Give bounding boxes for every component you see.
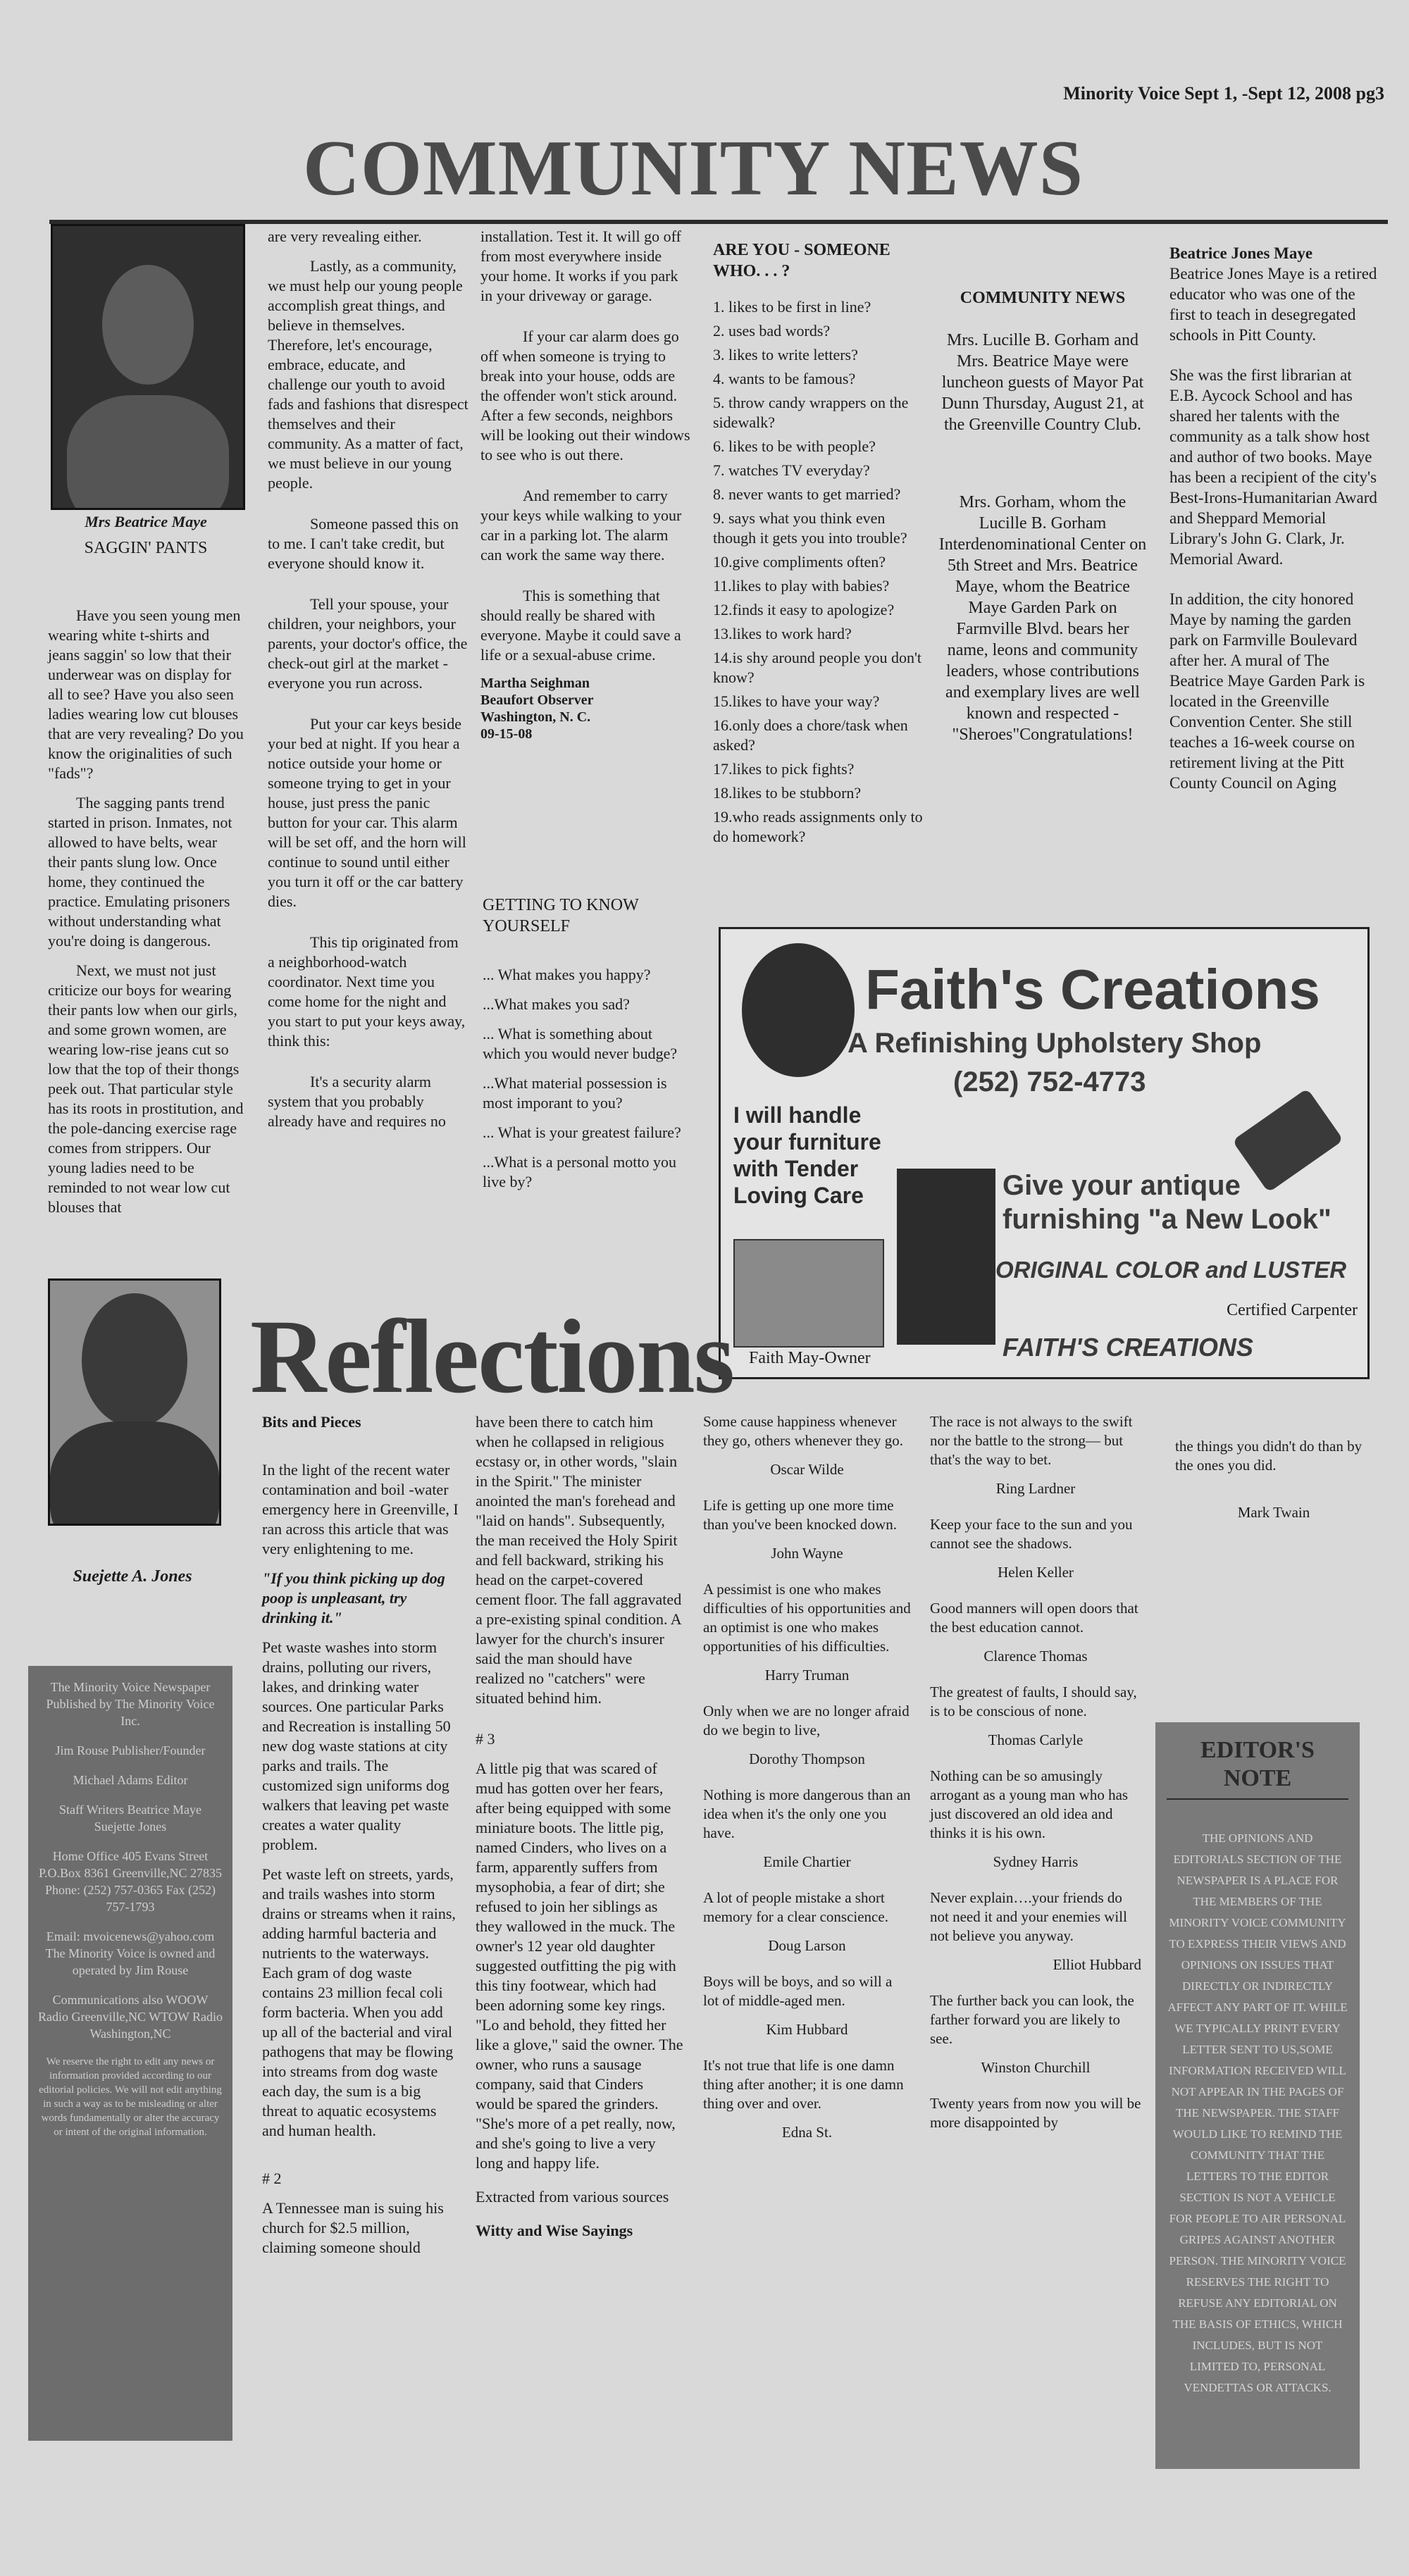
getting-to-know: [483, 895, 694, 1202]
quote-author: Thomas Carlyle: [988, 1731, 1084, 1748]
headline-bits-and-pieces: Bits and Pieces: [262, 1413, 361, 1431]
quote-author: Clarence Thomas: [983, 1648, 1088, 1665]
quote: Boys will be boys, and so will a lot of middle-aged men.: [703, 1973, 893, 2009]
editors-note-body: THE OPINIONS AND EDITORIALS SECTION OF THE NEWSPAPER IS A PLACE FOR THE MEMBERS OF THE MINORITY VOICE COMMUNITY TO EXPRESS THEIR VIEWS AND OPINIONS ON ISSUES THAT DIRECTLY OR INDIRECTLY AFFECT ANY PART OF IT. WHILE WE TYPICALLY PRINT EVERY LETTER SENT TO US,SOME INFORMATION RECEIVED WILL NOT APPEAR IN THE PAGES OF THE NEWSPAPER. THE STAFF WOULD LIKE TO REMIND THE COMMUNITY THAT THE LETTERS TO THE EDITOR SECTION IS NOT A VEHICLE FOR PEOPLE TO AIR PERSONAL GRIPES AGAINST ANOTHER PERSON. THE MINORITY VOICE RESERVES THE RIGHT TO REFUSE ANY EDITORIAL ON THE BASIS OF ETHICS, WHICH INCLUDES, BUT IS NOT LIMITED TO, PERSONAL VENDETTAS OR ATTACKS.: [1167, 1831, 1348, 2394]
quote-author: Winston Churchill: [981, 2059, 1091, 2076]
paragraph: And remember to carry your keys while walking to your car in a parking lot. The alarm can work the same way there.: [480, 487, 682, 564]
quote-author: Harry Truman: [764, 1667, 850, 1684]
paragraph: A little pig that was scared of mud has gotten over her fears, after being equipped with some miniature boots. The little pig, named Cinders, who lives on a farm, apparently suffers from mysophobia, a fear of dirt; she refused to join her siblings as they wallowed in the muck. The owner's 12 year old daughter suggested outfitting the pig with this tiny footwear, which had been adorning some key rings. "Lo and behold, they fitted her like a glove," said the owner. The owner, who runs a sausage company, said that Cinders would be spared the grinders. "She's more of a pet really, now, and she's going to live a very long and happy life.: [476, 1760, 683, 2172]
list-item: 6. likes to be with people?: [713, 437, 876, 455]
quote-author: Emile Chartier: [763, 1853, 851, 1870]
quote-author: Elliot Hubbard: [1053, 1956, 1141, 1973]
quote: The further back you can look, the farther forward you are likely to see.: [930, 1992, 1134, 2047]
signature-publication: Beaufort Observer: [480, 692, 594, 708]
question: ... What is your greatest failure?: [483, 1124, 681, 1141]
ad-name: Faith's Creations: [865, 958, 1320, 1021]
reflections-column-3: [703, 1412, 911, 2152]
pull-quote: "If you think picking up dog poop is unpleasant, try drinking it.": [262, 1569, 445, 1626]
ad-original-text: ORIGINAL COLOR and LUSTER: [995, 1257, 1347, 1283]
masthead-line: Email: mvoicenews@yahoo.com The Minority Voice is owned and operated by Jim Rouse: [45, 1929, 216, 1977]
sofa-image: [733, 1239, 884, 1348]
list-item: 8. never wants to get married?: [713, 485, 901, 503]
quote: the things you didn't do than by the ones you did.: [1175, 1438, 1363, 1474]
quote-author: Sydney Harris: [993, 1853, 1079, 1870]
paragraph: A Tennessee man is suing his church for $2.5 million, claiming someone should: [262, 2199, 444, 2256]
quote-author: Kim Hubbard: [766, 2021, 848, 2038]
headline-community-news: COMMUNITY NEWS: [960, 289, 1126, 307]
quote: A lot of people mistake a short memory for a clear conscience.: [703, 1889, 888, 1925]
paragraph: installation. Test it. It will go off from most everywhere inside your home. It works if you park in your driveway or garage.: [480, 228, 681, 304]
quote: The greatest of faults, I should say, is to be conscious of none.: [930, 1684, 1137, 1719]
paragraph: This tip originated from a neighborhood-watch coordinator. Next time you come home for the night and you start to put your keys away, think this:: [268, 933, 466, 1050]
ad-give-text: Give your antique furnishing "a New Look": [1003, 1170, 1332, 1235]
list-item: 12.finds it easy to apologize?: [713, 601, 895, 618]
section-number: # 3: [476, 1730, 495, 1748]
quote-author: Edna St.: [781, 2124, 833, 2141]
paragraph: Tell your spouse, your children, your neighbors, your parents, your doctor's office, the check-out girl at the market - everyone you run across.: [268, 595, 468, 692]
paragraph: Have you seen young men wearing white t-shirts and jeans saggin' so low that their underwear was on display for all to see? Have you also seen ladies wearing low cut blouses that are very revealing? Do you know the originalities of such "fads"?: [48, 606, 244, 782]
signature-date: 09-15-08: [480, 726, 533, 742]
paragraph: In addition, the city honored Maye by naming the garden park on Farmville Boulevard after her. A mural of The Beatrice Maye Garden Park is located in the Greenville Convention Center. She still teaches a 16-week course on retirement living at the Pitt County Council on Aging: [1169, 590, 1365, 792]
quote: Life is getting up one more time than you've been knocked down.: [703, 1497, 897, 1533]
editors-note-title: EDITOR'S NOTE: [1167, 1736, 1348, 1800]
headline-are-you: ARE YOU - SOMEONE WHO. . . ?: [713, 241, 890, 280]
quote: Twenty years from now you will be more disappointed by: [930, 2095, 1141, 2131]
list-item: 15.likes to have your way?: [713, 692, 880, 710]
quote-author: Helen Keller: [998, 1564, 1074, 1581]
question: ...What material possession is most imporant to you?: [483, 1074, 667, 1112]
quote: A pessimist is one who makes difficulties of his opportunities and an optimist is one who makes opportunities of his difficulties.: [703, 1581, 911, 1655]
ad-tagline: A Refinishing Upholstery Shop: [848, 1028, 1262, 1059]
ad-certified: Certified Carpenter: [1227, 1301, 1358, 1319]
paragraph: Beatrice Jones Maye is a retired educator who was one of the first to teach in desegregated schools in Pitt County.: [1169, 265, 1377, 344]
paragraph: She was the first librarian at E.B. Aycock School and has shared her talents with the community as a talk show host and author of two books. Maye has been a recipient of the city's Best-Irons-Humanitarian Award and Sheppard Memorial Library's John G. Clark, Jr. Memorial Award.: [1169, 366, 1377, 568]
section-number: # 2: [262, 2170, 282, 2187]
signature-place: Washington, N. C.: [480, 709, 591, 725]
quote: Nothing can be so amusingly arrogant as a young man who has just discovered an old idea and thinks it is his own.: [930, 1767, 1129, 1841]
list-item: 4. wants to be famous?: [713, 370, 856, 387]
reflections-column-5: [1175, 1437, 1372, 1532]
paragraph: are very revealing either.: [268, 228, 422, 245]
reflections-column-1: [262, 1412, 459, 2267]
list-item: 19.who reads assignments only to do homework?: [713, 808, 923, 845]
headline-getting-to-know: GETTING TO KNOW YOURSELF: [483, 896, 639, 935]
paragraph: Pet waste washes into storm drains, polluting our rivers, lakes, and drinking water sources. One particular Parks and Recreation is installing 50 new dog waste stations at city parks and trails. The customized sign uniforms dog walkers that leaving pet waste creates a water quality problem.: [262, 1638, 451, 1853]
photo-caption: Suejette A. Jones: [73, 1567, 192, 1586]
quote: The race is not always to the swift nor the battle to the strong— but that's the way to bet.: [930, 1413, 1133, 1468]
column-4: [713, 239, 924, 851]
paragraph: It's a security alarm system that you probably already have and requires no: [268, 1073, 446, 1130]
paragraph: If your car alarm does go off when someone is trying to break into your house, odds are the offender won't stick around. After a few seconds, neighbors will be looking out their windows to see who is out there.: [480, 328, 690, 463]
paragraph: Put your car keys beside your bed at night. If you hear a notice outside your home or someone trying to get in your house, just press the panic button for your car. This alarm will be set off, and the horn will continue to sound until either you turn it off or the car battery dies.: [268, 715, 466, 910]
masthead-info-box: [28, 1666, 232, 2441]
question: ...What is a personal motto you live by?: [483, 1153, 676, 1190]
list-item: 16.only does a chore/task when asked?: [713, 716, 908, 754]
paragraph: The sagging pants trend started in prison. Inmates, not allowed to have belts, wear their pants slung low. Once home, they continued the practice. Emulating prisoners without understanding what you're doing is dangerous.: [48, 794, 232, 950]
masthead-title: COMMUNITY NEWS: [303, 125, 1084, 212]
quote: Nothing is more dangerous than an idea when it's the only one you have.: [703, 1786, 911, 1841]
column-3: [480, 227, 692, 742]
headline-saggin: SAGGIN' PANTS: [84, 539, 208, 557]
list-item: 18.likes to be stubborn?: [713, 784, 862, 802]
quote: Good manners will open doors that the best education cannot.: [930, 1600, 1138, 1636]
ad-owner: Faith May-Owner: [749, 1349, 871, 1367]
list-item: 14.is shy around people you don't know?: [713, 649, 922, 686]
editors-note-box: [1155, 1722, 1360, 2469]
paragraph: Pet waste left on streets, yards, and trails washes into storm drains or streams when it rains, adding harmful bacteria and nutrients to the waterways. Each gram of dog waste contains 23 million fecal coli form bacteria. When you add up all of the bacterial and viral pathogens that may be flowing into streams from dog waste each day, the sum is a big threat to aquatic ecosystems and human health.: [262, 1865, 456, 2139]
reflections-column-2: [476, 1412, 683, 2251]
question: ... What is something about which you would never budge?: [483, 1025, 678, 1062]
column-6: [1169, 243, 1381, 803]
list-item: 5. throw candy wrappers on the sidewalk?: [713, 394, 909, 431]
masthead-line: The Minority Voice Newspaper Published by The Minority Voice Inc.: [46, 1680, 215, 1728]
masthead-line: Home Office 405 Evans Street P.O.Box 8361 Greenville,NC 27835 Phone: (252) 757-0365 Fax (252) 757-1793: [39, 1849, 222, 1914]
paragraph: Lastly, as a community, we must help our young people accomplish great things, and believe in themselves. Therefore, let's encourage, embrace, educate, and challenge our youth to avoid fads and fashions that disrespect themselves and their community. As a matter of fact, we must believe in our young people.: [268, 257, 468, 492]
quote: It's not true that life is one damn thing after another; it is one damn thing over and over.: [703, 2057, 904, 2112]
quote-author: Oscar Wilde: [770, 1461, 844, 1478]
issue-line: Minority Voice Sept 1, -Sept 12, 2008 pg3: [1063, 83, 1384, 104]
reflections-column-4: [930, 1412, 1141, 2142]
paragraph: Mrs. Gorham, whom the Lucille B. Gorham Interdenominational Center on 5th Street and Mrs. Beatrice Maye, whom the Beatrice Maye Garden Park on Farmville Blvd. bears her name, leons and community leaders, whose contributions and exemplary lives are well known and respected - "Sheroes"Congratulations!: [938, 493, 1147, 744]
column-2: [268, 227, 468, 1141]
masthead-line: Jim Rouse Publisher/Founder: [55, 1743, 206, 1757]
photo-beatrice-maye: [51, 224, 245, 510]
ad-faiths-creations: [719, 927, 1370, 1379]
masthead-line: We reserve the right to edit any news or information provided according to our editorial policies. We will not edit anything in such a way as to be misleading or alter words fundamentally or alter the accuracy or intent of the original information.: [39, 2056, 222, 2138]
quote: Never explain….your friends do not need it and your enemies will not believe you anyway.: [930, 1889, 1127, 1944]
question: ...What makes you sad?: [483, 995, 630, 1013]
quote: Only when we are no longer afraid do we begin to live,: [703, 1703, 910, 1738]
headline-witty-sayings: Witty and Wise Sayings: [476, 2222, 633, 2239]
quote: Keep your face to the sun and you cannot see the shadows.: [930, 1516, 1133, 1552]
list-item: 1. likes to be first in line?: [713, 298, 871, 316]
photo-suejette-jones: [48, 1278, 221, 1526]
paragraph: Extracted from various sources: [476, 2188, 669, 2205]
logo-circle-icon: [742, 943, 855, 1077]
list-item: 11.likes to play with babies?: [713, 577, 890, 595]
column-5: [937, 287, 1148, 755]
ad-phone: (252) 752-4773: [953, 1066, 1146, 1097]
paragraph: Someone passed this on to me. I can't take credit, but everyone should know it.: [268, 515, 459, 572]
quote-author: Doug Larson: [768, 1937, 846, 1954]
quote-author: Mark Twain: [1237, 1504, 1310, 1521]
masthead-line: Michael Adams Editor: [73, 1773, 188, 1787]
paragraph: Next, we must not just criticize our boys for wearing their pants low when our girls, and some grown women, are wearing low-rise jeans cut so low that the top of their thongs peek out. That particular style has its roots in prostitution, and the pole-dancing exercise rage comes from strippers. Our young ladies need to be reminded to not wear low cut blouses that: [48, 962, 244, 1216]
column-1: [48, 606, 244, 1227]
paragraph: have been there to catch him when he collapsed in religious ecstasy or, in other words, "slain in the Spirit." The minister anointed the man's forehead and "laid on hands". Subsequently, the man received the Holy Spirit and fell backward, striking his head on the carpet-covered cement floor. The fall aggravated a pre-existing spinal condition. A lawyer for the church's insurer said the man should have realized no "catchers" were situated behind him.: [476, 1413, 682, 1707]
list-item: 7. watches TV everyday?: [713, 461, 870, 479]
masthead-line: Staff Writers Beatrice Maye Suejette Jones: [58, 1803, 202, 1834]
reflections-title: Reflections: [250, 1298, 734, 1415]
list-item: 10.give compliments often?: [713, 553, 886, 571]
header-rule: [49, 220, 1388, 224]
list-item: 13.likes to work hard?: [713, 625, 852, 642]
signature-name: Martha Seighman: [480, 676, 590, 691]
quote-author: Ring Lardner: [995, 1480, 1076, 1497]
masthead-line: Communications also WOOW Radio Greenville,NC WTOW Radio Washington,NC: [38, 1993, 223, 2041]
quote: Some cause happiness whenever they go, others whenever they go.: [703, 1413, 904, 1449]
paragraph: In the light of the recent water contamination and boil -water emergency here in Greenville, I ran across this article that was very enlightening to me.: [262, 1461, 459, 1557]
question: ... What makes you happy?: [483, 966, 651, 983]
headline-beatrice-jones-maye: Beatrice Jones Maye: [1169, 244, 1313, 262]
quote-author: Dorothy Thompson: [749, 1750, 865, 1767]
list-item: 2. uses bad words?: [713, 322, 831, 340]
list-item: 17.likes to pick fights?: [713, 760, 855, 778]
cabinet-image: [897, 1169, 995, 1345]
ad-footer: FAITH'S CREATIONS: [1003, 1333, 1253, 1362]
list-item: 3. likes to write letters?: [713, 346, 858, 363]
quote-author: John Wayne: [771, 1545, 843, 1562]
photo-caption: Mrs Beatrice Maye: [85, 513, 207, 530]
paragraph: Mrs. Lucille B. Gorham and Mrs. Beatrice Maye were luncheon guests of Mayor Pat Dunn Thursday, August 21, at the Greenville Country Club.: [941, 331, 1144, 434]
paragraph: This is something that should really be shared with everyone. Maybe it could save a life or a sexual-abuse crime.: [480, 587, 681, 664]
question-list: [713, 297, 924, 847]
ad-handle-text: I will handle your furniture with Tender Loving Care: [733, 1102, 881, 1208]
list-item: 9. says what you think even though it gets you into trouble?: [713, 509, 907, 547]
